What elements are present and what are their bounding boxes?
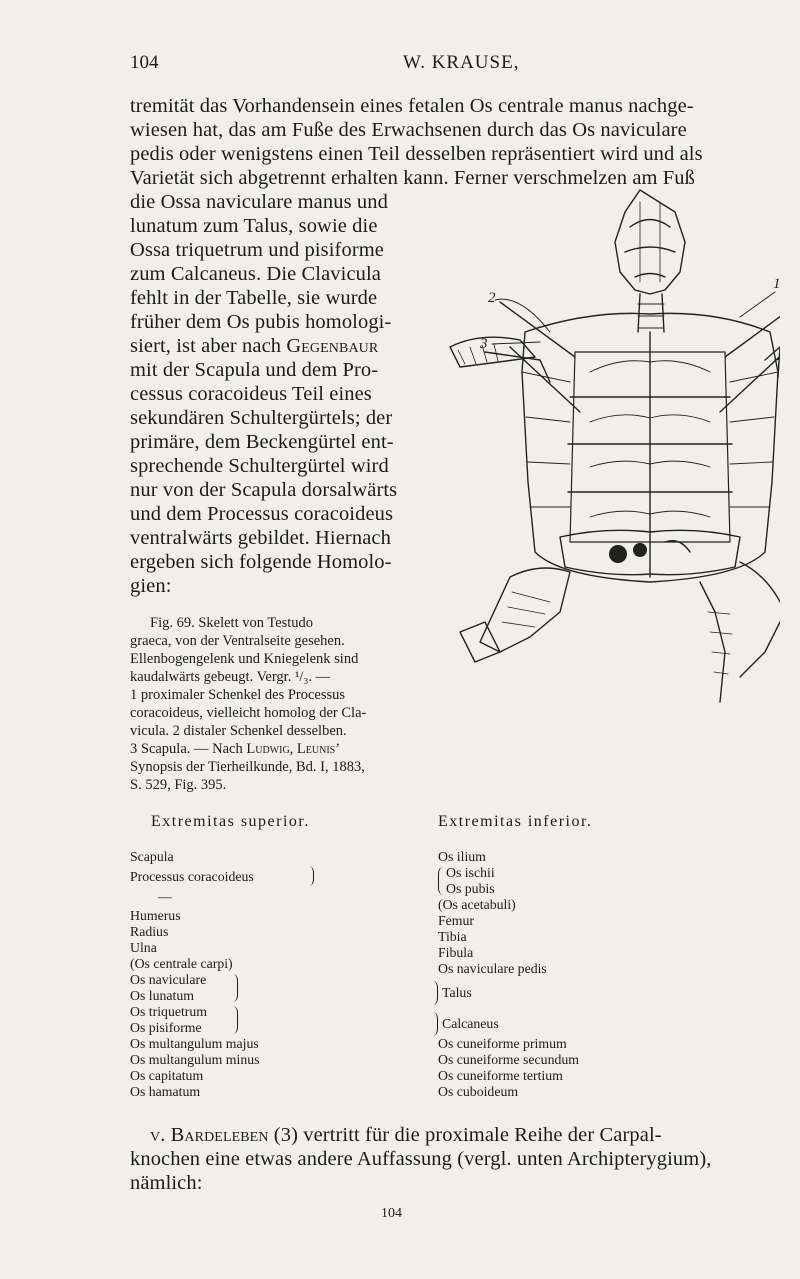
table-cell: Os cuneiforme secundum bbox=[438, 1052, 579, 1067]
tortoise-skeleton-figure bbox=[440, 182, 780, 712]
body-text: (3) vertritt für die proximale Reihe der Carpal- bbox=[268, 1124, 662, 1146]
table-cell: Os pisiforme bbox=[130, 1020, 202, 1035]
body-line: mit der Scapula und dem Pro- bbox=[130, 359, 379, 381]
caption-line: kaudalwärts gebeugt. Vergr. ¹/₃. — bbox=[130, 669, 331, 685]
body-line: fehlt in der Tabelle, sie wurde bbox=[130, 287, 378, 309]
author-reference: v. Bardeleben bbox=[150, 1124, 269, 1146]
table-cell: Os cuneiforme tertium bbox=[438, 1068, 563, 1083]
table-cell: Scapula bbox=[130, 849, 174, 864]
table-cell: Os multangulum minus bbox=[130, 1052, 260, 1067]
table-cell: Radius bbox=[130, 924, 169, 939]
caption-line: Ellenbogengelenk und Kniegelenk sind bbox=[130, 651, 359, 667]
body-line: cessus coracoideus Teil eines bbox=[130, 383, 372, 405]
body-line: Ossa triquetrum und pisiforme bbox=[130, 239, 384, 261]
table-cell: — bbox=[158, 889, 172, 904]
caption-text: 3 Scapula. — Nach bbox=[130, 741, 243, 757]
body-line: ventralwärts gebildet. Hiernach bbox=[130, 527, 391, 549]
table-cell: Ulna bbox=[130, 940, 157, 955]
caption-line bbox=[130, 741, 340, 758]
caption-line: Fig. 69. Skelett von Testudo bbox=[150, 615, 314, 631]
brace bbox=[432, 1012, 438, 1036]
body-line: gien: bbox=[130, 575, 172, 597]
body-line: Varietät sich abgetrennt erhalten kann. Ferner verschmelzen am Fuß bbox=[130, 167, 696, 189]
table-cell: Os naviculare bbox=[130, 972, 207, 987]
figure-label-1: 1 bbox=[773, 276, 780, 292]
body-line: und dem Processus coracoideus bbox=[130, 503, 394, 525]
body-line: sprechende Schultergürtel wird bbox=[130, 455, 389, 477]
brace bbox=[438, 867, 444, 895]
table-cell: Os ischii bbox=[446, 865, 495, 880]
table-cell: Tibia bbox=[438, 929, 467, 944]
table-cell: Os ilium bbox=[438, 849, 486, 864]
brace bbox=[308, 866, 314, 886]
caption-line: graeca, von der Ventralseite gesehen. bbox=[130, 633, 345, 649]
table-cell: Os cuboideum bbox=[438, 1084, 519, 1099]
table-cell: Os triquetrum bbox=[130, 1004, 208, 1019]
table-cell: Os capitatum bbox=[130, 1068, 204, 1083]
caption-line: 1 proximaler Schenkel des Processus bbox=[130, 687, 346, 703]
body-line: zum Calcaneus. Die Clavicula bbox=[130, 263, 381, 285]
body-line: knochen eine etwas andere Auffassung (vergl. unten Archipterygium), bbox=[130, 1148, 712, 1170]
brace bbox=[232, 974, 238, 1002]
figure-label-2: 2 bbox=[488, 290, 496, 306]
body-line: nur von der Scapula dorsalwärts bbox=[130, 479, 398, 501]
caption-line: S. 529, Fig. 395. bbox=[130, 777, 227, 793]
body-line: früher dem Os pubis homologi- bbox=[130, 311, 392, 333]
body-line: ergeben sich folgende Homolo- bbox=[130, 551, 392, 573]
table-cell: Humerus bbox=[130, 908, 181, 923]
caption-line: Synopsis der Tierheilkunde, Bd. I, 1883, bbox=[130, 759, 365, 775]
table-cell: Os lunatum bbox=[130, 988, 194, 1003]
body-line: pedis oder wenigstens einen Teil desselben repräsentiert wird und als bbox=[130, 143, 703, 165]
page-number: 104 bbox=[130, 52, 159, 73]
brace bbox=[232, 1006, 238, 1034]
table-cell: Os pubis bbox=[446, 881, 495, 896]
caption-line: coracoideus, vielleicht homolog der Cla- bbox=[130, 705, 367, 721]
brace bbox=[432, 981, 438, 1005]
table-cell: Os naviculare pedis bbox=[438, 961, 547, 976]
table-cell: Os multangulum majus bbox=[130, 1036, 259, 1051]
table-cell: Femur bbox=[438, 913, 475, 928]
running-head: W. KRAUSE, bbox=[403, 52, 520, 73]
body-line: die Ossa naviculare manus und bbox=[130, 191, 388, 213]
table-title-inferior: Extremitas inferior. bbox=[438, 813, 593, 830]
body-line: primäre, dem Beckengürtel ent- bbox=[130, 431, 394, 453]
table-title-superior: Extremitas superior. bbox=[151, 813, 310, 830]
body-line: lunatum zum Talus, sowie die bbox=[130, 215, 378, 237]
author-reference: Gegenbaur bbox=[286, 335, 379, 357]
table-cell: Calcaneus bbox=[442, 1016, 499, 1031]
body-line: nämlich: bbox=[130, 1172, 203, 1194]
footer-page-number: 104 bbox=[381, 1206, 402, 1221]
table-cell: Processus coracoideus bbox=[130, 869, 254, 884]
table-cell: (Os centrale carpi) bbox=[130, 956, 233, 971]
caption-reference: Ludwig, Leunis’ bbox=[246, 741, 341, 757]
body-line bbox=[150, 1124, 662, 1147]
body-text: siert, ist aber nach bbox=[130, 335, 282, 357]
table-cell: Os hamatum bbox=[130, 1084, 201, 1099]
table-cell: (Os acetabuli) bbox=[438, 897, 516, 912]
body-line: tremität das Vorhandensein eines fetalen Os centrale manus nachge- bbox=[130, 95, 694, 117]
caption-line: vicula. 2 distaler Schenkel desselben. bbox=[130, 723, 347, 739]
body-line: wiesen hat, das am Fuße des Erwachsenen durch das Os naviculare bbox=[130, 119, 687, 141]
body-line: sekundären Schultergürtels; der bbox=[130, 407, 393, 429]
body-line bbox=[130, 335, 378, 358]
table-cell: Os cuneiforme primum bbox=[438, 1036, 567, 1051]
table-cell: Fibula bbox=[438, 945, 474, 960]
figure-label-3: 3 bbox=[480, 336, 488, 352]
table-cell: Talus bbox=[442, 985, 472, 1000]
